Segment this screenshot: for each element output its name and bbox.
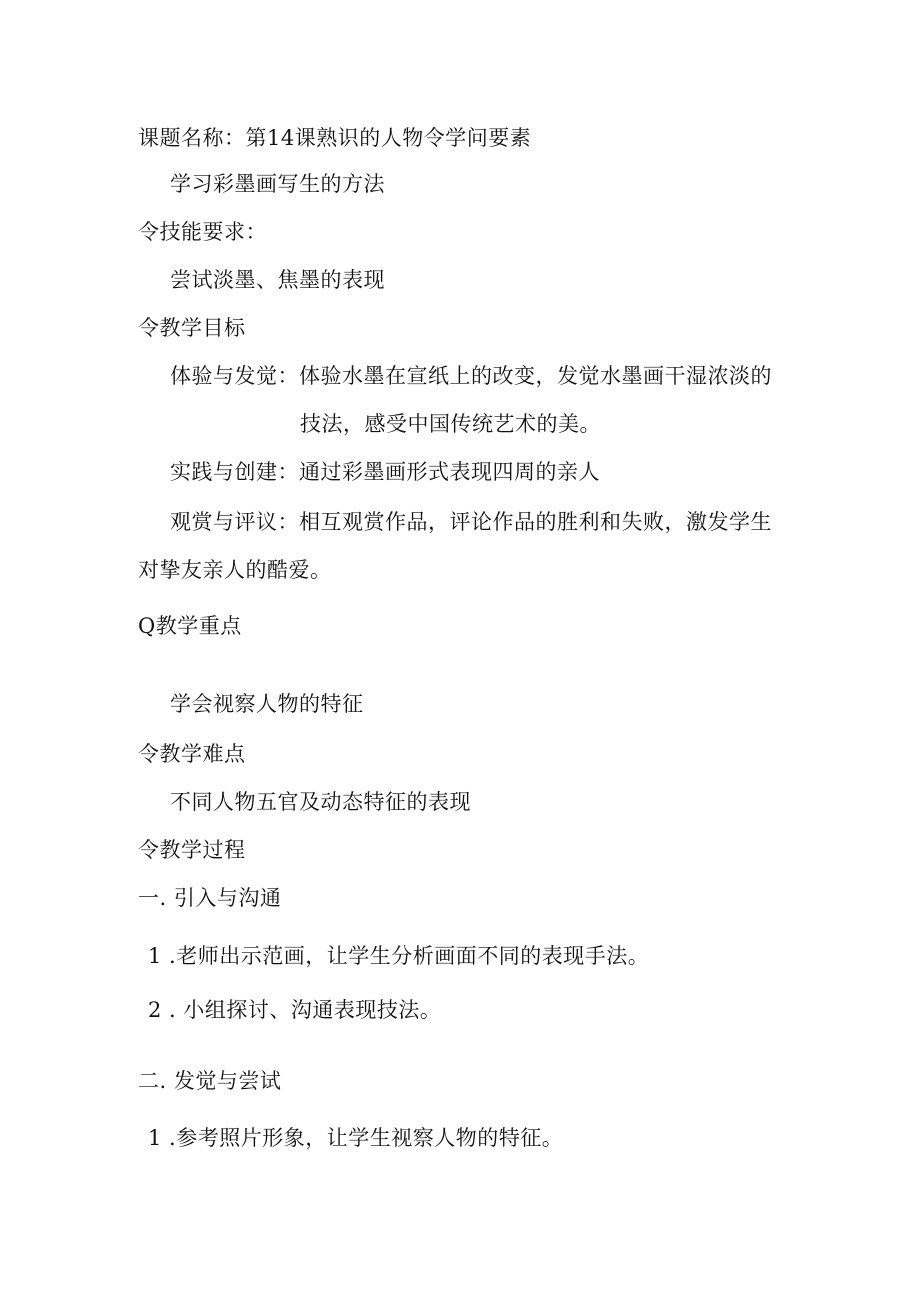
focus-heading: Q教学重点 [138,614,242,638]
section-one-step-2: 2 . 小组探讨、沟通表现技法。 [148,998,442,1022]
goal-practice: 实践与创建：通过彩墨画形式表现四周的亲人 [170,460,600,484]
difficulty-content: 不同人物五官及动态特征的表现 [170,790,471,814]
section-one-heading: 一. 引入与沟通 [138,886,282,910]
section-one-step-1: 1 .老师出示范画，让学生分析画面不同的表现手法。 [148,944,650,968]
process-heading: 令教学过程 [138,838,246,862]
goal-appreciation: 观赏与评议：相互观赏作品，评论作品的胜利和失败，激发学生 [170,510,772,534]
goal-appreciation-continued: 对挚友亲人的酷爱。 [138,558,332,582]
goal-experience-continued: 技法，感受中国传统艺术的美。 [300,412,601,436]
section-two-step-1: 1 .参考照片形象，让学生视察人物的特征。 [148,1126,564,1150]
focus-content: 学会视察人物的特征 [170,692,364,716]
goal-experience: 体验与发觉：体验水墨在宣纸上的改变，发觉水墨画干湿浓淡的 [170,364,772,388]
skill-heading: 令技能要求： [138,220,267,244]
skill-content: 尝试淡墨、焦墨的表现 [170,268,385,292]
knowledge-content: 学习彩墨画写生的方法 [170,172,385,196]
section-two-heading: 二. 发觉与尝试 [138,1069,282,1093]
goals-heading: 令教学目标 [138,316,246,340]
difficulty-heading: 令教学难点 [138,742,246,766]
lesson-title: 课题名称：第14课熟识的人物令学问要素 [138,126,532,150]
